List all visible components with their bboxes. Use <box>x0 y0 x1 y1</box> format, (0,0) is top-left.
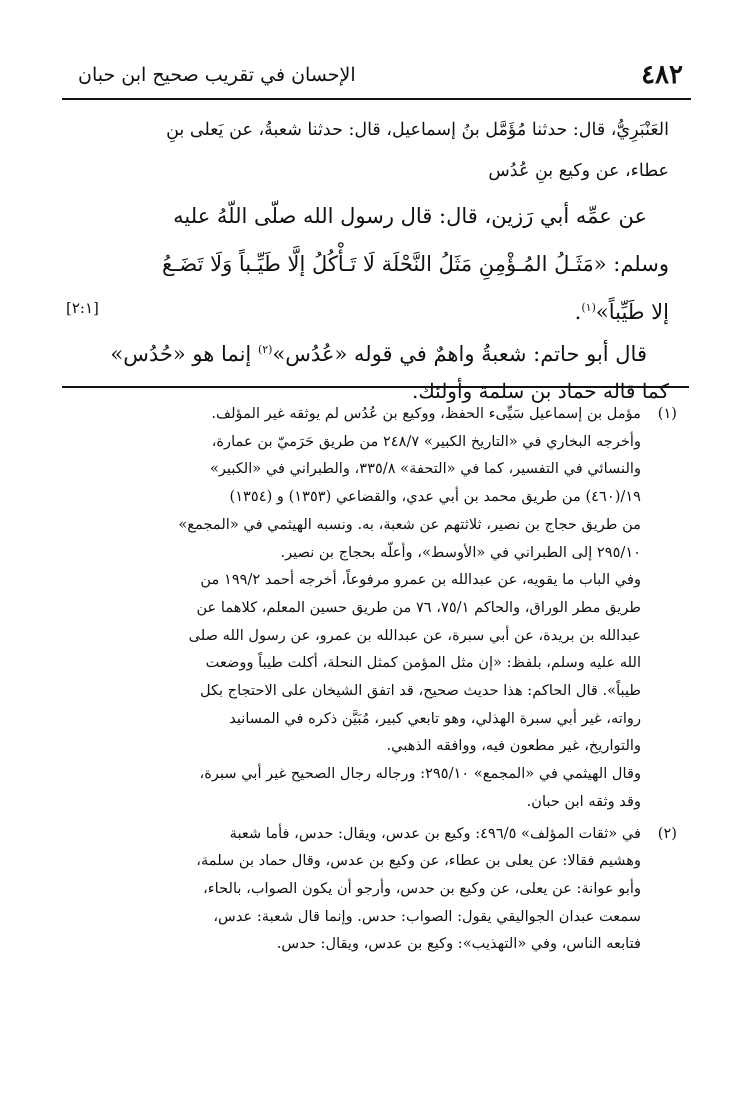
footnote-number: (١) <box>657 405 677 422</box>
hadith-end-words: إلا طَيِّباً» <box>595 300 669 324</box>
footnote-line: الله عليه وسلم، بلفظ: «إن مثل المؤمن كمثل النحلة، أكلت طيباً ووضعت <box>205 654 641 672</box>
footnote-line: طريق مطر الوراق، والحاكم ٧٥/١، ٧٦ من طريق حسين المعلم، كلاهما عن <box>196 598 641 616</box>
footnote-line: ١٩/(٤٦٠) من طريق محمد بن أبي عدي، والقضاعي (١٣٥٣) و (١٣٥٤) <box>229 488 641 506</box>
footnote-line: وهشيم فقالا: عن يعلى بن عطاء، عن وكيع بن عدس، وقال حماد بن سلمة، <box>196 852 641 870</box>
hadith-line: وسلم: «مَثَـلُ المُـؤْمِنِ مَثَلُ النَّحْلَة لَا تَـأْكُلُ إلَّا طَيِّـباً وَلَا تَضَـعُ <box>162 252 669 276</box>
running-title: الإحسان في تقريب صحيح ابن حبان <box>78 64 356 86</box>
isnad-line: العَنْبَرِيُّ، قال: حدثنا مُؤَمَّل بنُ إسماعيل، قال: حدثنا شعبةُ، عن يَعلى بنِ <box>166 120 669 140</box>
hadith-text <box>66 110 669 410</box>
footnote-line: مؤمل بن إسماعيل سَيِّىء الحفظ، ووكيع بن عُدُس لم يوثقه غير المؤلف. <box>211 405 641 422</box>
classification-reference: [٢:١] <box>66 299 99 317</box>
footnote-body <box>68 820 641 959</box>
footnote-line: فتابعه الناس، وفي «التهذيب»: وكيع بن عدس، ويقال: حدس. <box>276 935 641 953</box>
footnote-marker: (٢) <box>257 343 273 356</box>
footnote-line: من طريق حجاج بن نصير، ثلاثتهم عن شعبة، به. ونسبه الهيثمي في «المجمع» <box>178 515 641 533</box>
footnote-line: وفي الباب ما يقويه، عن عبدالله بن عمرو مرفوعاً، أخرجه أحمد ١٩٩/٢ من <box>200 571 641 589</box>
footnote-marker: (١) <box>581 301 596 314</box>
hadith-line-end <box>66 288 669 328</box>
footnote-line: رواته، غير أبي سبرة الهذلي، وهو تابعي كبير، مُبَيَّن ذكره في المسانيد <box>229 709 641 727</box>
hadith-end-text <box>575 288 669 328</box>
footnote-line: سمعت عبدان الجواليقي يقول: الصواب: حدس. وإنما قال شعبة: عدس، <box>213 907 641 925</box>
footnote-2 <box>68 820 677 959</box>
footnote-line: عبدالله بن بريدة، عن أبي سبرة، عن عبدالله بن عمرو، عن رسول الله صلى <box>188 626 641 644</box>
comment-text: إنما هو «حُدُس» <box>110 342 258 366</box>
footnote-line: وقال الهيثمي في «المجمع» ٢٩٥/١٠: ورجاله رجال الصحيح غير أبي سبرة، <box>199 765 641 783</box>
footnote-line: والنسائي في التفسير، كما في «التحفة» ٣٣٥/٨، والطبراني في «الكبير» <box>209 460 641 478</box>
footnote-line: والتواريخ، غير مطعون فيه، ووافقه الذهبي. <box>386 737 641 755</box>
footnotes <box>68 400 677 958</box>
footnote-line: وقد وثقه ابن حبان. <box>526 792 641 810</box>
footnote-1 <box>68 400 677 816</box>
footnote-line: وأخرجه البخاري في «التاريخ الكبير» ٢٤٨/٧ من طريق حَرَميّ بن عمارة، <box>211 432 641 450</box>
comment-text: قال أبو حاتم: شعبةُ واهمٌ في قوله «عُدُس» <box>272 342 647 366</box>
footnote-line: وأبو عوانة: عن يعلى، عن وكيع بن حدس، وأرجو أن يكون الصواب، بالحاء، <box>203 879 641 897</box>
period: . <box>574 300 582 324</box>
page-header <box>64 58 683 92</box>
header-rule <box>62 98 691 100</box>
footnote-separator <box>62 386 689 388</box>
footnote-line: ٢٩٥/١٠ إلى الطبراني في «الأوسط»، وأعلّه بحجاج بن نصير. <box>280 543 641 561</box>
footnote-number: (٢) <box>657 824 677 842</box>
hadith-line: عن عمِّه أبي رَزين، قال: قال رسول الله صلّى اللّهُ عليه <box>173 204 647 228</box>
footnote-body <box>68 400 641 816</box>
isnad-line: عطاء، عن وكيع بنِ عُدُس <box>488 161 669 181</box>
footnote-line: طيباً». قال الحاكم: هذا حديث صحيح، قد اتفق الشيخان على الاحتجاج بكل <box>199 682 641 700</box>
footnote-line: في «ثقات المؤلف» ٤٩٦/٥: وكيع بن عدس، ويقال: حدس، فأما شعبة <box>229 824 641 842</box>
comment-line: كما قاله حماد بن سلمة وأولئك. <box>411 379 669 403</box>
comment-line <box>66 328 669 372</box>
page-number: ٤٨٢ <box>641 60 683 90</box>
